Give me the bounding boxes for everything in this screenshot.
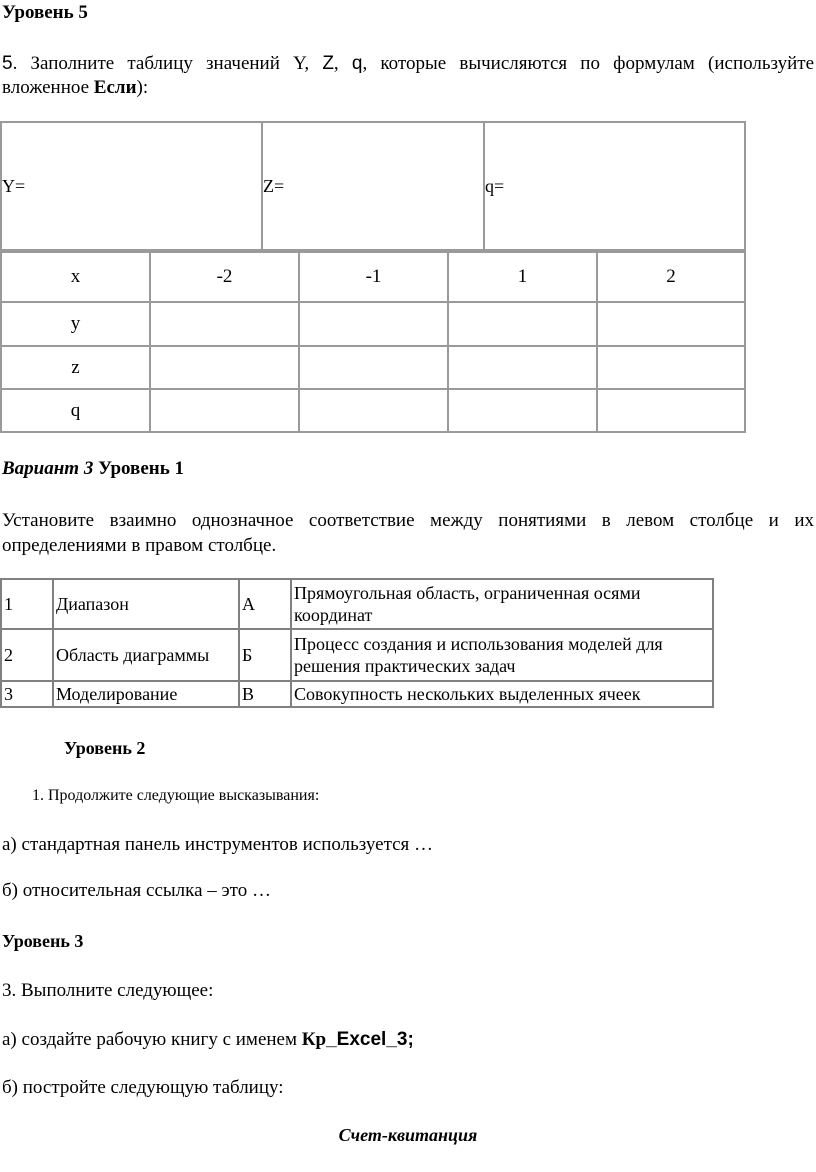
task5-text-b: , которые вычисляются по формулам (используйте [362, 53, 815, 74]
level3-b: б) постройте следующую таблицу: [2, 1077, 284, 1098]
task5-line2-bold: Если [93, 77, 137, 98]
task5-line2-post: ): [136, 77, 149, 98]
table-row [1, 302, 745, 346]
task5-text-a: . Заполните таблицу значений Y, [12, 53, 323, 74]
formula-cell-q: q= [484, 122, 745, 250]
match-term: Диапазон [53, 579, 239, 629]
level2-b: б) относительная ссылка – это … [2, 880, 271, 901]
table-row [1, 579, 713, 629]
table-cell[interactable] [299, 389, 448, 432]
row-label-z: z [1, 346, 150, 389]
formula-cell-z: Z= [262, 122, 484, 250]
level3-a-text: а) создайте рабочую книгу с именем [2, 1029, 302, 1050]
table-cell[interactable] [448, 389, 597, 432]
values-header-cell: 2 [597, 252, 745, 302]
level2-a: а) стандартная панель инструментов используется … [2, 834, 434, 855]
values-header-row [1, 252, 745, 302]
table-cell[interactable] [448, 346, 597, 389]
table-cell[interactable] [597, 346, 745, 389]
level5-heading: Уровень 5 [2, 2, 88, 23]
values-header-cell: x [1, 252, 150, 302]
table-row [1, 629, 713, 681]
matching-table [0, 578, 714, 708]
table-cell[interactable] [299, 302, 448, 346]
match-definition: Процесс создания и использования моделей для решения практических задач [291, 629, 713, 681]
table-cell[interactable] [150, 389, 299, 432]
level2-heading: Уровень 2 [64, 738, 146, 758]
task5-number: 5 [2, 53, 13, 74]
formula-cell-y: Y= [1, 122, 262, 250]
formula-header-table [0, 121, 746, 251]
workbook-name-prefix: Кр [301, 1029, 327, 1050]
match-letter: А [239, 579, 291, 629]
match-term: Моделирование [53, 681, 239, 707]
task5-line2-pre: вложенное [2, 77, 94, 98]
match-num: 1 [1, 579, 53, 629]
task5-comma: , [333, 53, 352, 74]
match-letter: В [239, 681, 291, 707]
table-cell[interactable] [597, 302, 745, 346]
task5-z: Z [322, 53, 334, 74]
match-num: 2 [1, 629, 53, 681]
table-cell[interactable] [448, 302, 597, 346]
instruction-line-1: Установите взаимно однозначное соответствие между понятиями в левом столбце и их [2, 510, 814, 531]
match-num: 3 [1, 681, 53, 707]
variant3-heading [2, 458, 184, 480]
values-header-cell: 1 [448, 252, 597, 302]
table-row [1, 681, 713, 707]
match-letter: Б [239, 629, 291, 681]
task5-q: q [351, 53, 363, 74]
table-row [1, 389, 745, 432]
invoice-caption: Счет-квитанция [338, 1125, 478, 1145]
table-cell[interactable] [299, 346, 448, 389]
workbook-name-suffix: _Excel_3; [326, 1029, 414, 1050]
level2-item: 1. Продолжите следующие высказывания: [32, 787, 320, 804]
variant-label: Вариант 3 [2, 458, 94, 479]
values-header-cell: -1 [299, 252, 448, 302]
level3-heading: Уровень 3 [2, 931, 84, 951]
match-definition: Совокупность нескольких выделенных ячеек [291, 681, 713, 707]
row-label-y: y [1, 302, 150, 346]
match-definition: Прямоугольная область, ограниченная осями координат [291, 579, 713, 629]
values-header-cell: -2 [150, 252, 299, 302]
table-row [1, 346, 745, 389]
match-instruction [2, 508, 814, 558]
table-cell[interactable] [150, 346, 299, 389]
row-label-q: q [1, 389, 150, 432]
level3-a [2, 1029, 414, 1051]
match-term: Область диаграммы [53, 629, 239, 681]
task5-text [2, 52, 814, 100]
level3-item: 3. Выполните следующее: [2, 980, 214, 1001]
table-cell[interactable] [597, 389, 745, 432]
instruction-line-2: определениями в правом столбце. [2, 535, 277, 556]
values-table [0, 251, 746, 433]
table-cell[interactable] [150, 302, 299, 346]
level1-label: Уровень 1 [98, 458, 184, 479]
